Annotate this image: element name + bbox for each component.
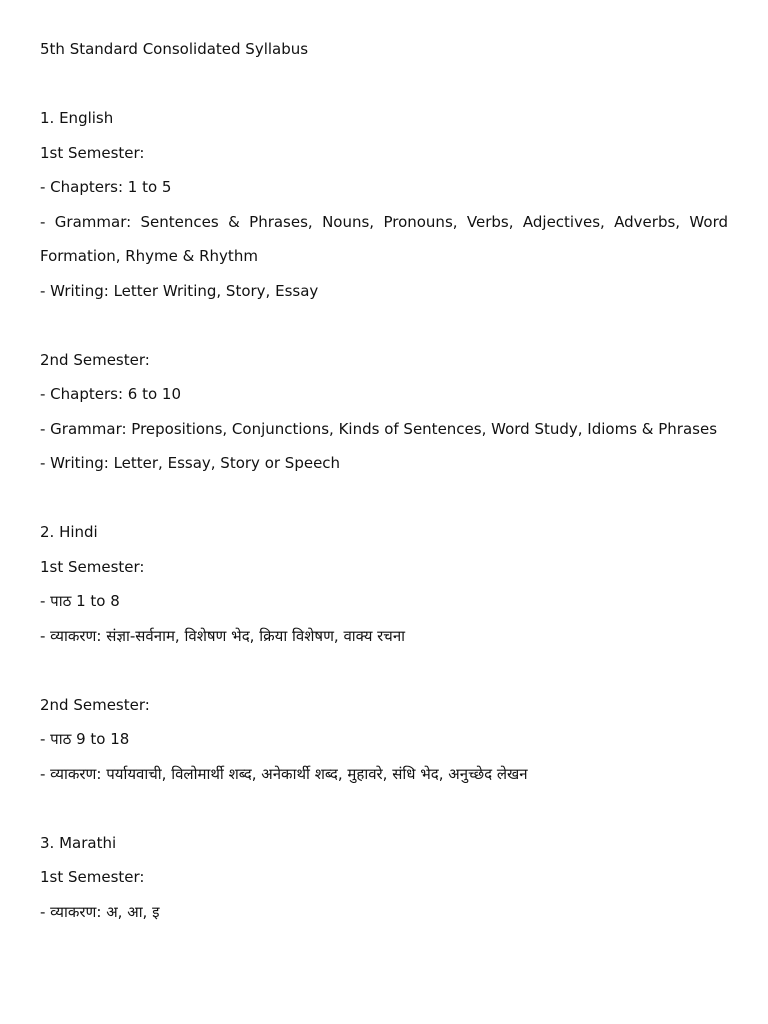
subject-heading: 1. English [40, 109, 114, 127]
spacer [40, 308, 728, 343]
syllabus-item: - व्याकरण: पर्यायवाची, विलोमार्थी शब्द, अनेकार्थी शब्द, मुहावरे, संधि भेद, अनुच्छेद लेखन [40, 764, 528, 783]
syllabus-item: - Chapters: 1 to 5 [40, 178, 172, 196]
subject-heading: 2. Hindi [40, 523, 98, 541]
semester-1 [40, 550, 728, 654]
subject-marathi [40, 826, 728, 930]
spacer [40, 481, 728, 516]
semester-2 [40, 343, 728, 481]
syllabus-item: - Writing: Letter, Essay, Story or Speech [40, 454, 341, 472]
syllabus-item: - Grammar: Sentences & Phrases, Nouns, Pronouns, Verbs, Adjectives, Adverbs, Word Formation, Rhyme & Rhythm [40, 212, 728, 265]
document-title: 5th Standard Consolidated Syllabus [40, 40, 309, 58]
subject-heading: 3. Marathi [40, 833, 117, 852]
semester-1 [40, 136, 728, 309]
subject-hindi [40, 515, 728, 826]
semester-label: 1st Semester: [40, 143, 145, 162]
semester-label: 1st Semester: [40, 868, 145, 886]
document-body [40, 32, 728, 929]
syllabus-item: - Chapters: 6 to 10 [40, 385, 182, 403]
syllabus-item: - व्याकरण: अ, आ, इ [40, 902, 160, 921]
syllabus-item: - Grammar: Prepositions, Conjunctions, Kinds of Sentences, Word Study, Idioms & Phrases [40, 419, 718, 438]
semester-2 [40, 688, 728, 792]
semester-label: 2nd Semester: [40, 695, 150, 714]
syllabus-item: - पाठ 1 to 8 [40, 592, 120, 610]
semester-label: 1st Semester: [40, 557, 145, 576]
syllabus-item: - पाठ 9 to 18 [40, 730, 130, 748]
spacer [40, 67, 728, 102]
syllabus-item: - व्याकरण: संज्ञा-सर्वनाम, विशेषण भेद, क्रिया विशेषण, वाक्य रचना [40, 626, 406, 645]
syllabus-item: - Writing: Letter Writing, Story, Essay [40, 281, 319, 300]
semester-label: 2nd Semester: [40, 350, 150, 369]
spacer [40, 653, 728, 688]
spacer [40, 791, 728, 826]
semester-1 [40, 860, 728, 929]
subject-english [40, 101, 728, 515]
